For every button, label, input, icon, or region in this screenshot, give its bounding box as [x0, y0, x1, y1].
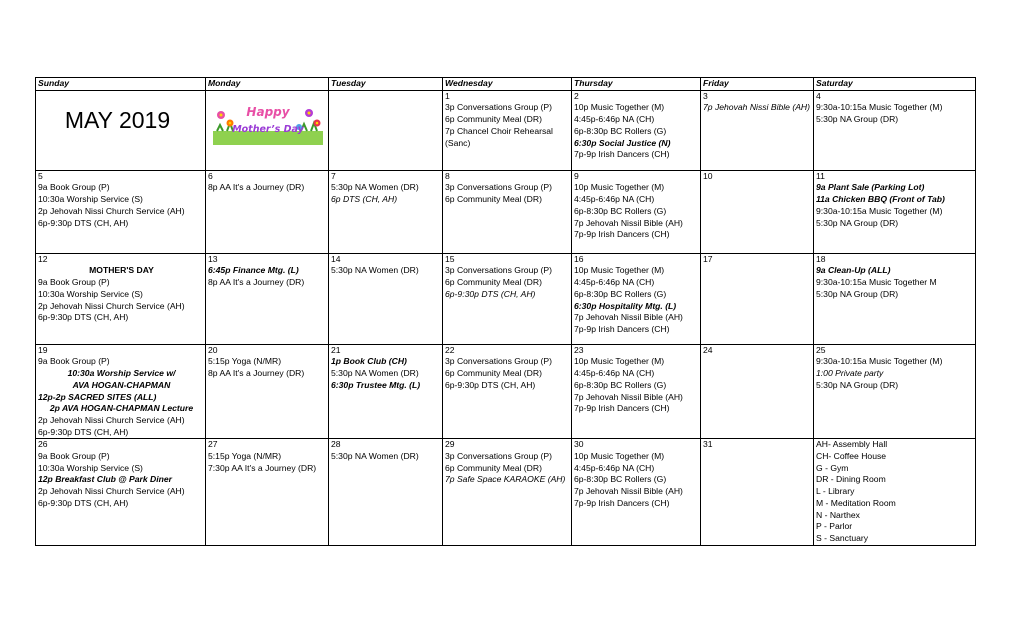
- weekday-header: Tuesday: [329, 78, 443, 91]
- day-cell: [443, 90, 572, 170]
- day-number: 20: [208, 344, 218, 355]
- day-number: 13: [208, 253, 218, 264]
- day-cell: [814, 439, 976, 545]
- event-entry: 2p Jehovah Nissi Church Service (AH): [38, 205, 185, 216]
- event-entry: 7p-9p Irish Dancers (CH): [574, 497, 670, 508]
- day-number: 2: [574, 90, 579, 101]
- page-title: MAY 2019: [64, 106, 171, 133]
- event-entry: 6:30p Social Justice (N): [574, 137, 671, 148]
- day-number: 14: [331, 253, 341, 264]
- event-entry: 7p Jehovah Nissil Bible (AH): [574, 391, 683, 402]
- day-number: 18: [816, 253, 826, 264]
- event-entry: 9a Book Group (P): [38, 277, 110, 288]
- day-number: 5: [38, 170, 43, 181]
- event-entry: P - Parlor: [816, 521, 853, 532]
- event-entry: 7p Chancel Choir Rehearsal: [445, 125, 553, 136]
- day-number: 12: [38, 253, 48, 264]
- event-entry: 9:30a-10:15a Music Together (M): [816, 356, 943, 367]
- day-number: 27: [208, 439, 218, 450]
- event-entry: 6:45p Finance Mtg. (L): [208, 265, 299, 276]
- week-row: [36, 90, 976, 170]
- day-cell: [443, 344, 572, 439]
- event-entry: 9:30a-10:15a Music Together (M): [816, 205, 943, 216]
- day-number: 23: [574, 344, 584, 355]
- day-number: 16: [574, 253, 584, 264]
- event-entry: 5:15p Yoga (N/MR): [208, 451, 282, 462]
- weekday-header: Thursday: [572, 78, 701, 91]
- day-number: 28: [331, 439, 341, 450]
- event-entry: 2p Jehovah Nissi Church Service (AH): [38, 414, 185, 425]
- day-cell: [36, 90, 206, 170]
- day-number: 17: [703, 253, 713, 264]
- event-entry: N - Narthex: [816, 509, 860, 520]
- event-entry: 7p-9p Irish Dancers (CH): [574, 323, 670, 334]
- day-cell: [701, 344, 814, 439]
- day-cell: [36, 253, 206, 344]
- event-entry: 6p-9:30p DTS (CH, AH): [38, 497, 129, 508]
- day-number: 10: [703, 170, 713, 181]
- day-number: 25: [816, 344, 826, 355]
- event-entry: 5:30p NA Women (DR): [331, 182, 419, 193]
- day-number: 8: [445, 170, 450, 181]
- weekday-header: Wednesday: [443, 78, 572, 91]
- event-entry: G - Gym: [816, 462, 849, 473]
- event-entry: 7p-9p Irish Dancers (CH): [574, 149, 670, 160]
- day-cell: [814, 90, 976, 170]
- event-entry: 5:30p NA Group (DR): [816, 288, 899, 299]
- event-entry: 6p-8:30p BC Rollers (G): [574, 474, 667, 485]
- day-cell: [36, 170, 206, 253]
- day-cell: [443, 253, 572, 344]
- event-entry: 10:30a Worship Service (S): [38, 194, 143, 205]
- event-entry: 5:30p NA Group (DR): [816, 379, 899, 390]
- day-cell: [329, 90, 443, 170]
- event-entry: 5:15p Yoga (N/MR): [208, 356, 282, 367]
- day-cell: [329, 439, 443, 545]
- event-entry: 12p-2p SACRED SITES (ALL): [38, 391, 157, 402]
- event-entry: 5:30p NA Group (DR): [816, 114, 899, 125]
- day-number: 30: [574, 439, 584, 450]
- event-entry: M - Meditation Room: [816, 497, 896, 508]
- day-number: 6: [208, 170, 213, 181]
- event-entry: 10:30a Worship Service (S): [38, 288, 143, 299]
- event-entry: 8p AA It's a Journey (DR): [208, 277, 305, 288]
- event-entry: 5:30p NA Women (DR): [331, 368, 419, 379]
- week-row: [36, 439, 976, 545]
- event-entry: 7p Jehovah Nissil Bible (AH): [574, 486, 683, 497]
- event-entry: 5:30p NA Group (DR): [816, 217, 899, 228]
- day-cell: [206, 170, 329, 253]
- event-entry: 6p DTS (CH, AH): [331, 194, 398, 205]
- event-entry: 4:45p-6:46p NA (CH): [574, 194, 655, 205]
- day-cell: [206, 253, 329, 344]
- event-entry: 1:00 Private party: [816, 368, 884, 379]
- day-cell: [701, 170, 814, 253]
- day-cell: [443, 439, 572, 545]
- event-entry: 10:30a Worship Service (S): [38, 462, 143, 473]
- event-entry: DR - Dining Room: [816, 474, 886, 485]
- event-entry: 6p Community Meal (DR): [445, 368, 542, 379]
- day-cell: [36, 344, 206, 439]
- svg-text:Mother’s Day: Mother’s Day: [232, 123, 304, 135]
- event-entry: 9a Book Group (P): [38, 182, 110, 193]
- weekday-header: Saturday: [814, 78, 976, 91]
- day-number: 31: [703, 439, 713, 450]
- event-entry: 3p Conversations Group (P): [445, 102, 552, 113]
- event-entry: 7p Jehovah Nissi Bible (AH): [703, 102, 810, 113]
- event-entry: 10:30a Worship Service w/: [67, 368, 176, 379]
- day-cell: [206, 90, 329, 170]
- day-number: 22: [445, 344, 455, 355]
- day-number: 21: [331, 344, 341, 355]
- day-cell: [814, 253, 976, 344]
- day-cell: [701, 90, 814, 170]
- day-cell: [36, 439, 206, 545]
- event-entry: 9a Book Group (P): [38, 356, 110, 367]
- day-cell: [572, 253, 701, 344]
- weekday-header: Sunday: [36, 78, 206, 91]
- event-entry: 6p-8:30p BC Rollers (G): [574, 125, 667, 136]
- event-entry: 2p AVA HOGAN-CHAPMAN Lecture: [49, 403, 194, 414]
- day-cell: [572, 90, 701, 170]
- weekday-header: Monday: [206, 78, 329, 91]
- day-number: 11: [816, 170, 825, 181]
- day-cell: [701, 439, 814, 545]
- event-entry: 9:30a-10:15a Music Together M: [816, 277, 937, 288]
- event-entry: 7p Jehovah Nissil Bible (AH): [574, 217, 683, 228]
- weekday-header: Friday: [701, 78, 814, 91]
- week-row: [36, 344, 976, 439]
- event-entry: 6:30p Hospitality Mtg. (L): [574, 300, 677, 311]
- day-cell: [329, 344, 443, 439]
- event-entry: (Sanc): [445, 137, 471, 148]
- event-entry: 6p-8:30p BC Rollers (G): [574, 288, 667, 299]
- event-entry: 8p AA It's a Journey (DR): [208, 368, 305, 379]
- event-entry: 10p Music Together (M): [574, 102, 665, 113]
- day-number: 24: [703, 344, 713, 355]
- event-entry: 10p Music Together (M): [574, 182, 665, 193]
- event-entry: 6p-8:30p BC Rollers (G): [574, 379, 667, 390]
- day-cell: [701, 253, 814, 344]
- event-entry: 6p-9:30p DTS (CH, AH): [38, 426, 129, 437]
- week-row: [36, 170, 976, 253]
- day-cell: [814, 170, 976, 253]
- day-cell: [443, 170, 572, 253]
- event-entry: 7p-9p Irish Dancers (CH): [574, 229, 670, 240]
- event-entry: 10p Music Together (M): [574, 265, 665, 276]
- svg-text:Happy: Happy: [246, 104, 290, 119]
- event-entry: 6:30p Trustee Mtg. (L): [331, 379, 421, 390]
- week-row: [36, 253, 976, 344]
- event-entry: 7:30p AA It's a Journey (DR): [208, 462, 317, 473]
- event-entry: 5:30p NA Women (DR): [331, 265, 419, 276]
- event-entry: 2p Jehovah Nissi Church Service (AH): [38, 486, 185, 497]
- event-entry: 3p Conversations Group (P): [445, 356, 552, 367]
- event-entry: 9:30a-10:15a Music Together (M): [816, 102, 943, 113]
- day-number: 19: [38, 344, 48, 355]
- event-entry: 4:45p-6:46p NA (CH): [574, 277, 655, 288]
- event-entry: CH- Coffee House: [816, 451, 887, 462]
- event-entry: AH- Assembly Hall: [816, 439, 888, 450]
- event-entry: 9a Plant Sale (Parking Lot): [816, 182, 925, 193]
- day-number: 4: [816, 90, 821, 101]
- day-cell: [206, 439, 329, 545]
- weekday-header-row: [36, 78, 976, 91]
- event-entry: 5:30p NA Women (DR): [331, 451, 419, 462]
- event-entry: MOTHER'S DAY: [89, 265, 154, 276]
- day-number: 15: [445, 253, 455, 264]
- event-entry: 6p-9:30p DTS (CH, AH): [445, 288, 536, 299]
- day-cell: [572, 170, 701, 253]
- event-entry: 10p Music Together (M): [574, 356, 665, 367]
- event-entry: S - Sanctuary: [816, 532, 869, 543]
- event-entry: 6p-9:30p DTS (CH, AH): [445, 379, 536, 390]
- event-entry: 7p-9p Irish Dancers (CH): [574, 403, 670, 414]
- day-cell: [329, 253, 443, 344]
- day-cell: [206, 344, 329, 439]
- event-entry: 6p-8:30p BC Rollers (G): [574, 205, 667, 216]
- day-number: 9: [574, 170, 579, 181]
- event-entry: AVA HOGAN-CHAPMAN: [72, 379, 171, 390]
- event-entry: 6p-9:30p DTS (CH, AH): [38, 312, 129, 323]
- event-entry: 6p Community Meal (DR): [445, 462, 542, 473]
- event-entry: 4:45p-6:46p NA (CH): [574, 114, 655, 125]
- event-entry: 2p Jehovah Nissi Church Service (AH): [38, 300, 185, 311]
- day-cell: [572, 439, 701, 545]
- event-entry: 3p Conversations Group (P): [445, 451, 552, 462]
- event-entry: 6p-9:30p DTS (CH, AH): [38, 217, 129, 228]
- day-number: 26: [38, 439, 48, 450]
- event-entry: 9a Book Group (P): [38, 451, 110, 462]
- day-number: 3: [703, 90, 708, 101]
- event-entry: 4:45p-6:46p NA (CH): [574, 368, 655, 379]
- event-entry: 12p Breakfast Club @ Park Diner: [38, 474, 172, 485]
- event-entry: 6p Community Meal (DR): [445, 194, 542, 205]
- day-number: 1: [445, 90, 450, 101]
- event-entry: 4:45p-6:46p NA (CH): [574, 462, 655, 473]
- event-entry: 6p Community Meal (DR): [445, 277, 542, 288]
- event-entry: 3p Conversations Group (P): [445, 265, 552, 276]
- event-entry: 3p Conversations Group (P): [445, 182, 552, 193]
- day-number: 29: [445, 439, 455, 450]
- event-entry: 8p AA It's a Journey (DR): [208, 182, 305, 193]
- mothers-day-image: [213, 101, 323, 145]
- event-entry: 7p Jehovah Nissil Bible (AH): [574, 312, 683, 323]
- event-entry: 7p Safe Space KARAOKE (AH): [445, 474, 566, 485]
- event-entry: 10p Music Together (M): [574, 451, 665, 462]
- day-cell: [329, 170, 443, 253]
- day-number: 7: [331, 170, 336, 181]
- day-cell: [814, 344, 976, 439]
- event-entry: 1p Book Club (CH): [331, 356, 407, 367]
- event-entry: 6p Community Meal (DR): [445, 114, 542, 125]
- calendar-table: [35, 77, 976, 546]
- event-entry: 9a Clean-Up (ALL): [816, 265, 891, 276]
- day-cell: [572, 344, 701, 439]
- event-entry: L - Library: [816, 486, 855, 497]
- event-entry: 11a Chicken BBQ (Front of Tab): [816, 194, 945, 205]
